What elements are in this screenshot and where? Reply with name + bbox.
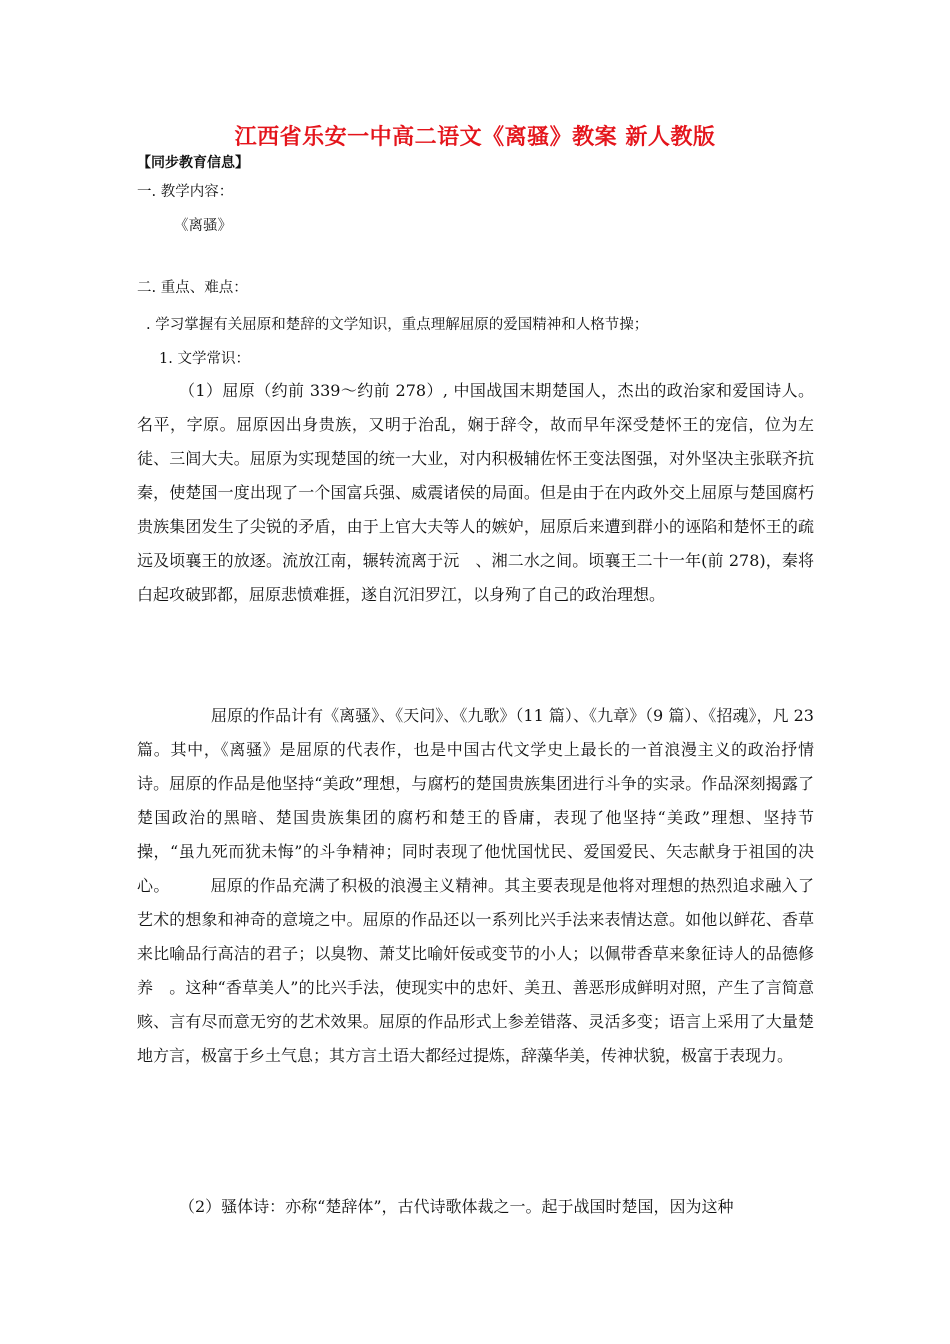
paragraph-qu-yuan-bio: （1）屈原（约前 339～约前 278）, 中国战国末期楚国人，杰出的政治家和爱国诗人。名平，字原。屈原因出身贵族，又明于治乱，娴于辞令，故而早年深受楚怀王的宠信，位为左徒、三闾大夫。屈原为实现楚国的统一大业，对内积极辅佐怀王变法图强，对外坚决主张联齐抗秦，使楚国一度出现了一个国富兵强、威震诸侯的局面。但是由于在内政外交上屈原与楚国腐朽贵族集团发生了尖锐的矛盾，由于上官大夫等人的嫉妒，屈原后来遭到群小的诬陷和楚怀王的疏远及顷襄王的放逐。流放江南，辗转流离于沅 、湘二水之间。顷襄王二十一年(前 278)，秦将白起攻破郢都，屈原悲愤难捱，遂自沉汨罗江，以身殉了自己的政治理想。 — [137, 381, 814, 604]
paragraph-qu-yuan-works: 屈原的作品计有《离骚》、《天问》、《九歌》（11 篇）、《九章》（9 篇）、《招魂》，凡 23 篇。其中，《离骚》是屈原的代表作，也是中国古代文学史上最长的一首浪漫主义的政治抒情诗。屈原的作品是他坚持“美政”理想，与腐朽的楚国贵族集团进行斗争的实录。作品深刻揭露了楚国政治的黑暗、楚国贵族集团的腐朽和楚王的昏庸，表现了他坚持“美政”理想、坚持节操，“虽九死而犹未悔”的斗争精神；同时表现了他忧国忧民、爱国爱民、矢志献身于祖国的决心。 屈原的作品充满了积极的浪漫主义精神。其主要表现是他将对理想的热烈追求融入了艺术的想象和神奇的意境之中。屈原的作品还以一系列比兴手法来表情达意。如他以鲜花、香草来比喻品行高洁的君子；以臭物、萧艾比喻奸佞或变节的小人；以佩带香草来象征诗人的品德修养 。这种“香草美人”的比兴手法，使现实中的忠奸、美丑、善恶形成鲜明对照，产生了言简意赅、言有尽而意无穷的艺术效果。屈原的作品形式上参差错落、灵活多变；语言上采用了大量楚地方言，极富于乡土气息；其方言土语大都经过提炼，辞藻华美，传神状貌，极富于表现力。 — [137, 706, 814, 1065]
paragraph-sao-ti-shi: （2）骚体诗：亦称“楚辞体”，古代诗歌体裁之一。起于战国时楚国，因为这种 — [179, 1197, 734, 1216]
item2-label: 二. 重点、难点： — [137, 280, 248, 296]
item1-label: 一. 教学内容： — [137, 184, 234, 200]
document-title: 江西省乐安一中高二语文《离骚》教案 新人教版 — [234, 125, 716, 150]
item2-sub: . 学习掌握有关屈原和楚辞的文学知识，重点理解屈原的爱国精神和人格节操； — [146, 317, 649, 333]
point1-label: 1. 文学常识： — [159, 351, 250, 367]
section-heading: 【同步教育信息】 — [137, 155, 249, 171]
item1-content: 《离骚》 — [174, 218, 232, 234]
